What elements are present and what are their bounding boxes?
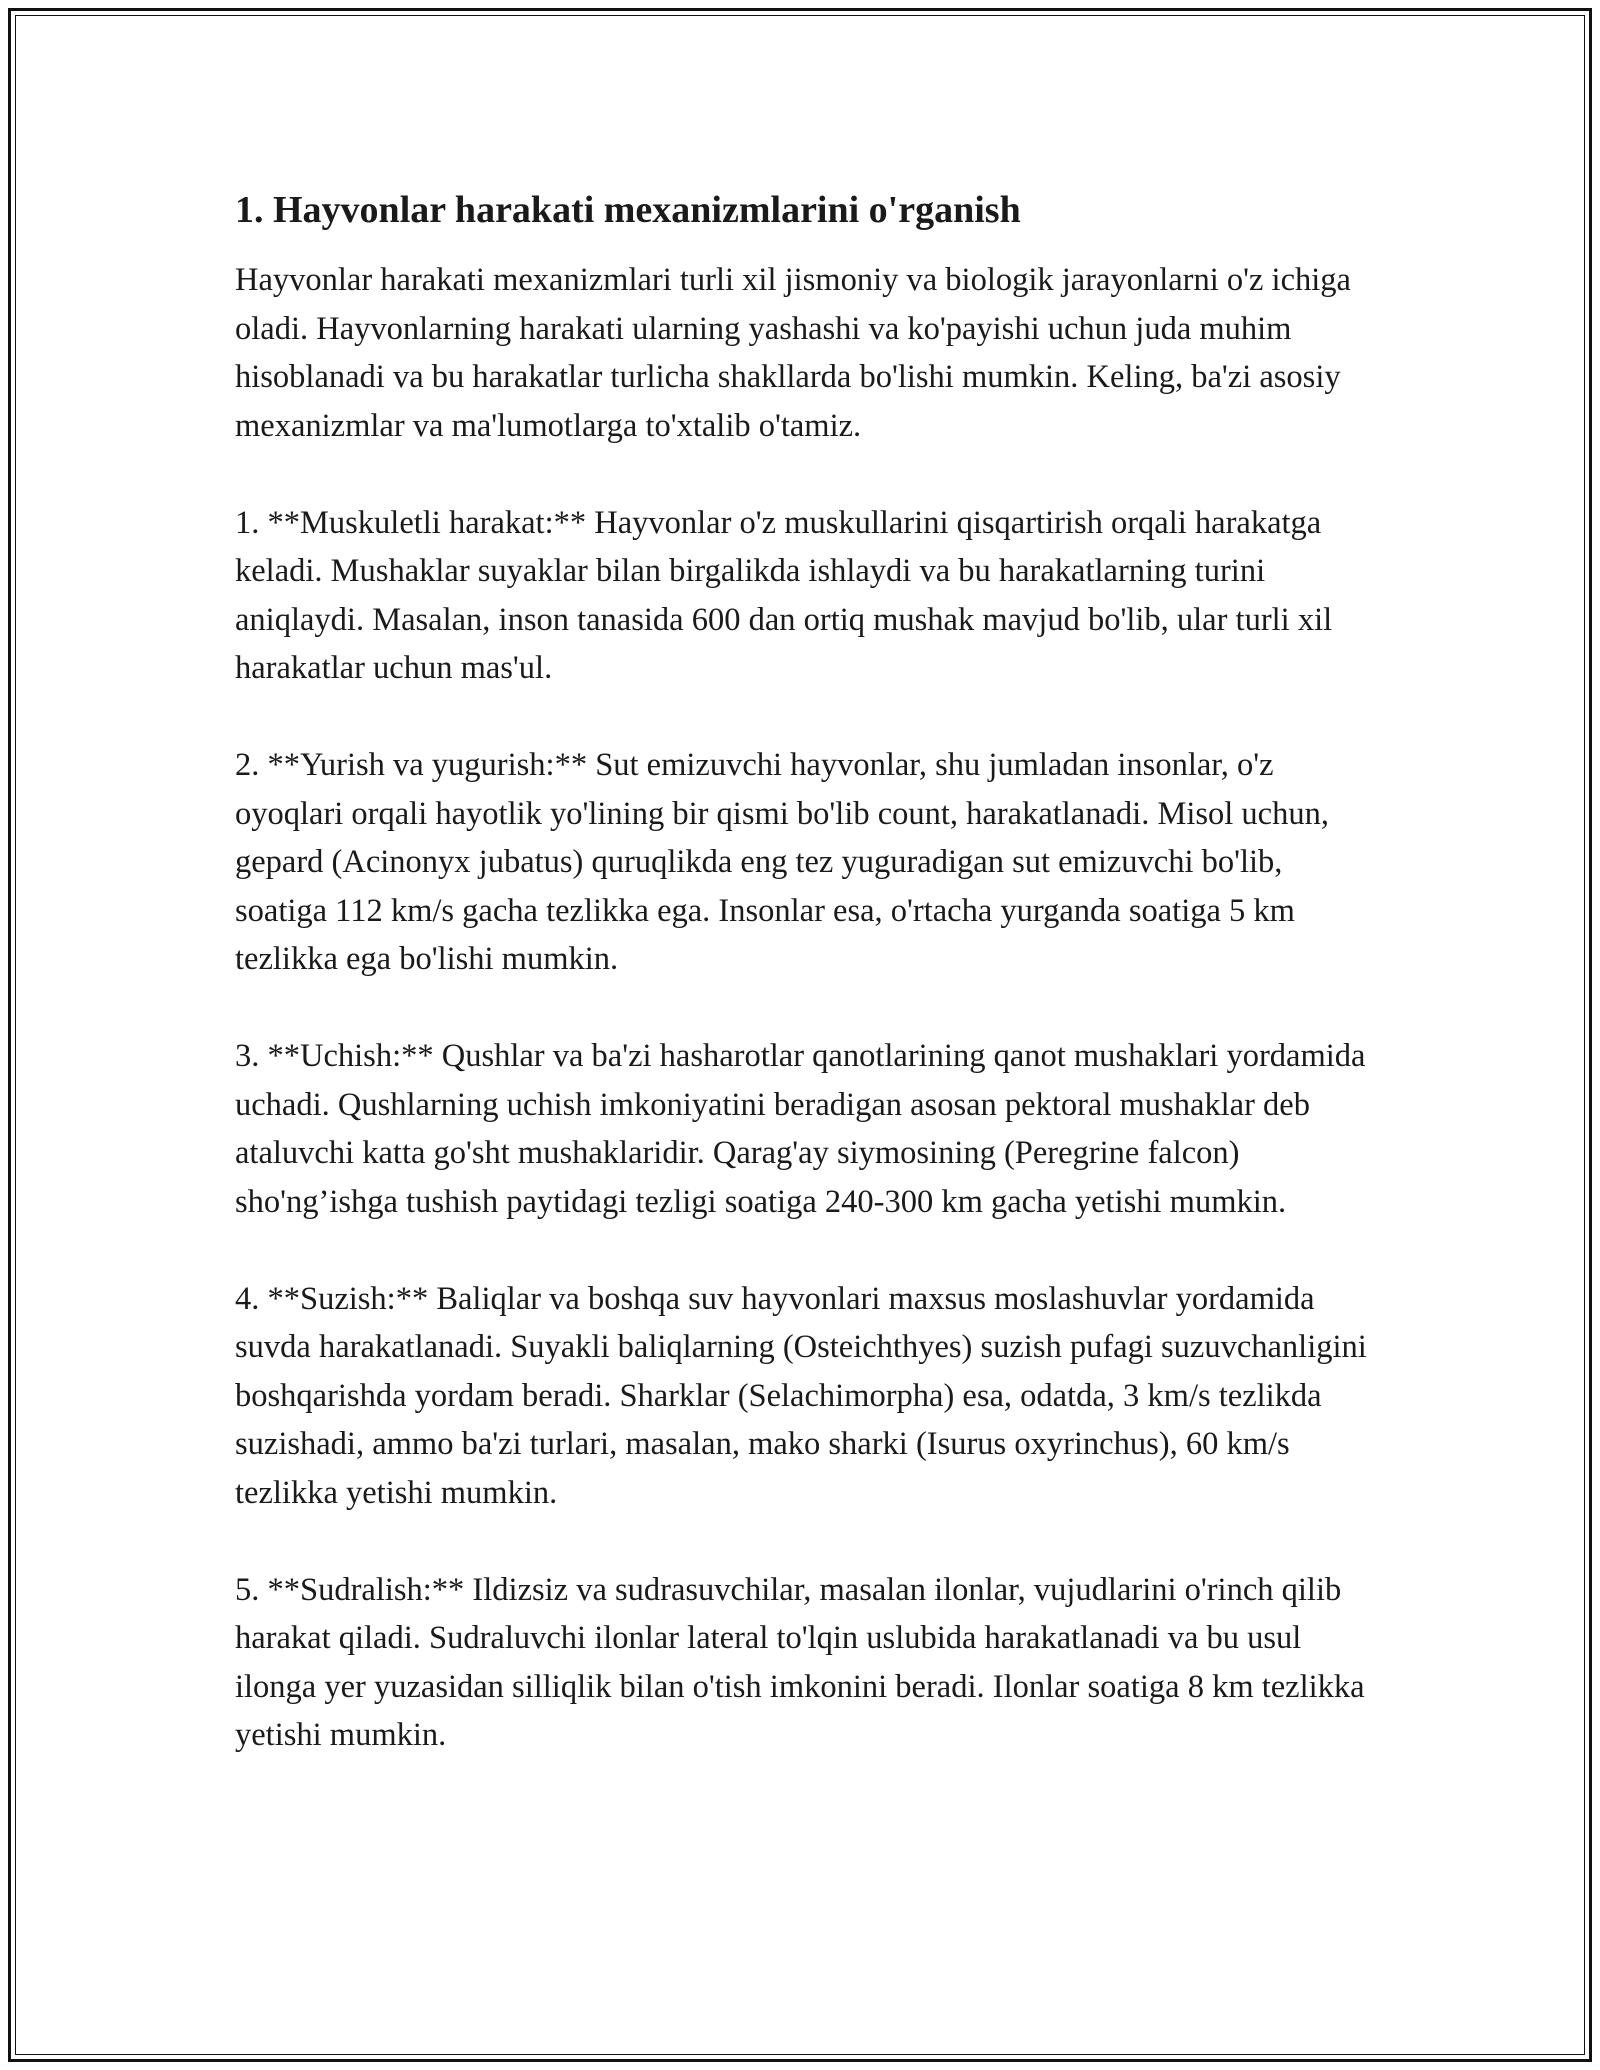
- paragraph-flying: 3. **Uchish:** Qushlar va ba'zi hasharotlar qanotlarining qanot mushaklari yordamida uchadi. Qushlarning uchish imkoniyatini beradigan asosan pektoral mushaklar deb ataluvchi katta go'sht mushaklaridir. Qarag'ay siymosining (Peregrine falcon) sho'ng’ishga tushish paytidagi tezligi soatiga 240-300 km gacha yetishi mumkin.: [235, 1038, 1366, 1220]
- paragraph-crawling: 5. **Sudralish:** Ildizsiz va sudrasuvchilar, masalan ilonlar, vujudlarini o'rinch qilib harakat qiladi. Sudraluvchi ilonlar lateral to'lqin uslubida harakatlanadi va bu usul ilonga yer yuzasidan silliqlik bilan o'tish imkonini beradi. Ilonlar soatiga 8 km tezlikka yetishi mumkin.: [235, 1571, 1365, 1753]
- document-title: 1. Hayvonlar harakati mexanizmlarini o'rganish: [235, 189, 1021, 231]
- document-body: [235, 186, 1375, 1808]
- paragraph-swimming: 4. **Suzish:** Baliqlar va boshqa suv hayvonlari maxsus moslashuvlar yordamida suvda harakatlanadi. Suyakli baliqlarning (Osteichthyes) suzish pufagi suzuvchanligini boshqarishda yordam beradi. Sharklar (Selachimorpha) esa, odatda, 3 km/s tezlikda suzishadi, ammo ba'zi turlari, masalan, mako sharki (Isurus oxyrinchus), 60 km/s tezlikka yetishi mumkin.: [235, 1280, 1367, 1511]
- intro-paragraph: Hayvonlar harakati mexanizmlari turli xil jismoniy va biologik jarayonlarni o'z ichiga oladi. Hayvonlarning harakati ularning yashashi va ko'payishi uchun juda muhim hisoblanadi va bu harakatlar turlicha shakllarda bo'lishi mumkin. Keling, ba'zi asosiy mexanizmlar va ma'lumotlarga to'xtalib o'tamiz.: [235, 262, 1351, 444]
- paragraph-walking-running: 2. **Yurish va yugurish:** Sut emizuvchi hayvonlar, shu jumladan insonlar, o'z oyoqlari orqali hayotlik yo'lining bir qismi bo'lib count, harakatlanadi. Misol uchun, gepard (Acinonyx jubatus) quruqlikda eng tez yuguradigan sut emizuvchi bo'lib, soatiga 112 km/s gacha tezlikka ega. Insonlar esa, o'rtacha yurganda soatiga 5 km tezlikka ega bo'lishi mumkin.: [235, 747, 1329, 977]
- paragraph-muscular-movement: 1. **Muskuletli harakat:** Hayvonlar o'z muskullarini qisqartirish orqali harakatga keladi. Mushaklar suyaklar bilan birgalikda ishlaydi va bu harakatlarning turini aniqlaydi. Masalan, inson tanasida 600 dan ortiq mushak mavjud bo'lib, ular turli xil harakatlar uchun mas'ul.: [235, 504, 1333, 686]
